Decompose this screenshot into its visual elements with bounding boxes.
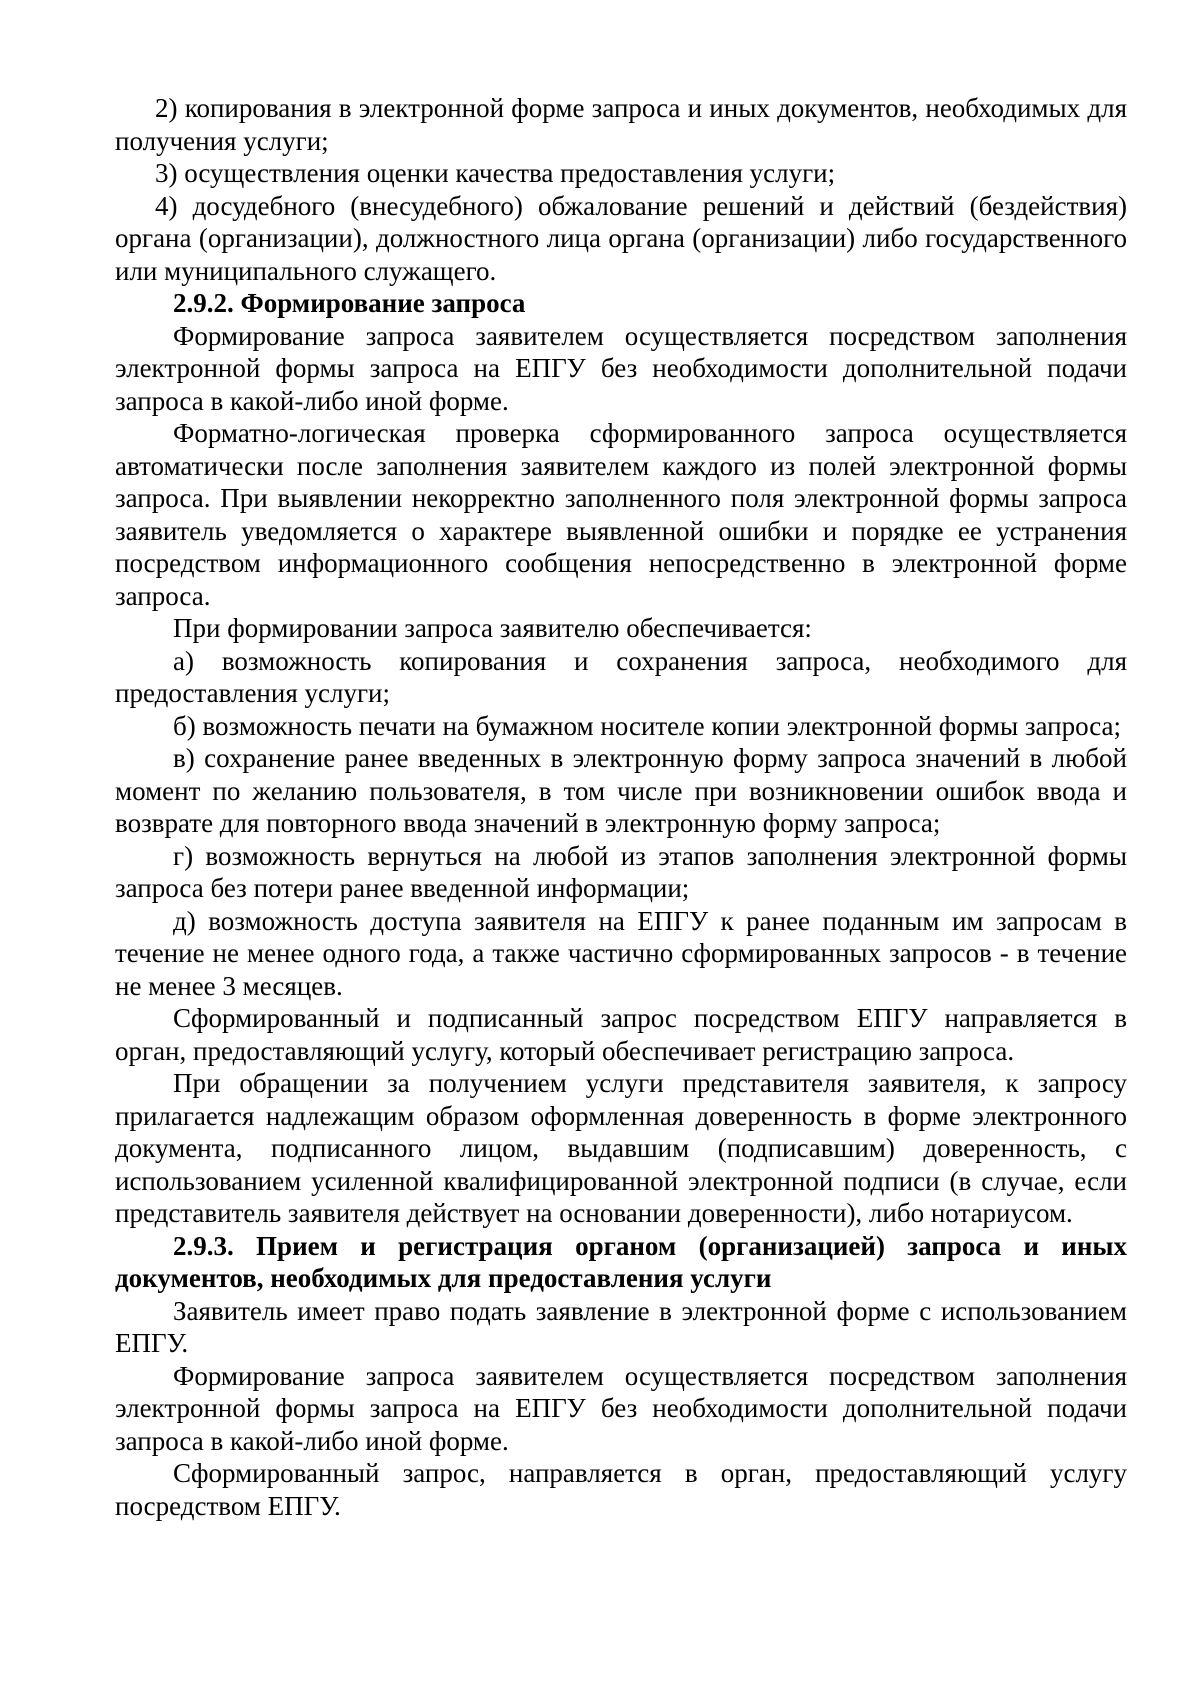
paragraph-request-sent: Сформированный запрос, направляется в орган, предоставляющий услугу посредством ЕПГУ. <box>115 1458 1127 1521</box>
section-heading-2-9-2: 2.9.2. Формирование запроса <box>173 288 526 318</box>
paragraph-signed-request: Сформированный и подписанный запрос посредством ЕПГУ направляется в орган, предоставляющий услугу, который обеспечивает регистрацию запроса. <box>115 1003 1127 1066</box>
paragraph-format-check: Форматно-логическая проверка сформированного запроса осуществляется автоматически после заполнения заявителем каждого из полей электронной формы запроса. При выявлении некорректно заполненного поля электронной формы запроса заявитель уведомляется о характере выявленной ошибки и порядке ее устранения посредством информационного сообщения непосредственно в электронной форме запроса. <box>115 418 1127 611</box>
paragraph-applicant-right: Заявитель имеет право подать заявление в электронной форме с использованием ЕПГУ. <box>115 1295 1127 1358</box>
list-item-3: 3) осуществления оценки качества предоставления услуги; <box>155 158 836 188</box>
list-item-g: г) возможность вернуться на любой из этапов заполнения электронной формы запроса без потери ранее введенной информации; <box>115 840 1127 903</box>
document-page <box>115 92 1127 1522</box>
paragraph-provided-intro: При формировании запроса заявителю обеспечивается: <box>173 613 812 643</box>
paragraph-request-forming-2: Формирование запроса заявителем осуществляется посредством заполнения электронной формы запроса на ЕПГУ без необходимости дополнительной подачи запроса в какой-либо иной форме. <box>115 1360 1127 1456</box>
paragraph-representative: При обращении за получением услуги представителя заявителя, к запросу прилагается надлежащим образом оформленная доверенность в форме электронного документа, подписанного лицом, выдавшим (подписавшим) доверенность, с использованием усиленной квалифицированной электронной подписи (в случае, если представитель заявителя действует на основании доверенности), либо нотариусом. <box>115 1068 1127 1228</box>
list-item-d: д) возможность доступа заявителя на ЕПГУ к ранее поданным им запросам в течение не менее одного года, а также частично сформированных запросов - в течение не менее 3 месяцев. <box>115 905 1127 1001</box>
list-item-b: б) возможность печати на бумажном носителе копии электронной формы запроса; <box>173 710 1122 741</box>
list-item-2: 2) копирования в электронной форме запроса и иных документов, необходимых для получения услуги; <box>115 93 1127 156</box>
list-item-a: а) возможность копирования и сохранения запроса, необходимого для предоставления услуги; <box>115 645 1127 708</box>
section-heading-2-9-3: 2.9.3. Прием и регистрация органом (организацией) запроса и иных документов, необходимых для предоставления услуги <box>115 1230 1127 1293</box>
list-item-v: в) сохранение ранее введенных в электронную форму запроса значений в любой момент по желанию пользователя, в том числе при возникновении ошибок ввода и возврате для повторного ввода значений в электронную форму запроса; <box>115 743 1127 838</box>
list-item-4: 4) досудебного (внесудебного) обжалование решений и действий (бездействия) органа (организации), должностного лица органа (организации) либо государственного или муниципального служащего. <box>115 190 1127 286</box>
paragraph-request-forming: Формирование запроса заявителем осуществляется посредством заполнения электронной формы запроса на ЕПГУ без необходимости дополнительной подачи запроса в какой-либо иной форме. <box>115 320 1127 416</box>
